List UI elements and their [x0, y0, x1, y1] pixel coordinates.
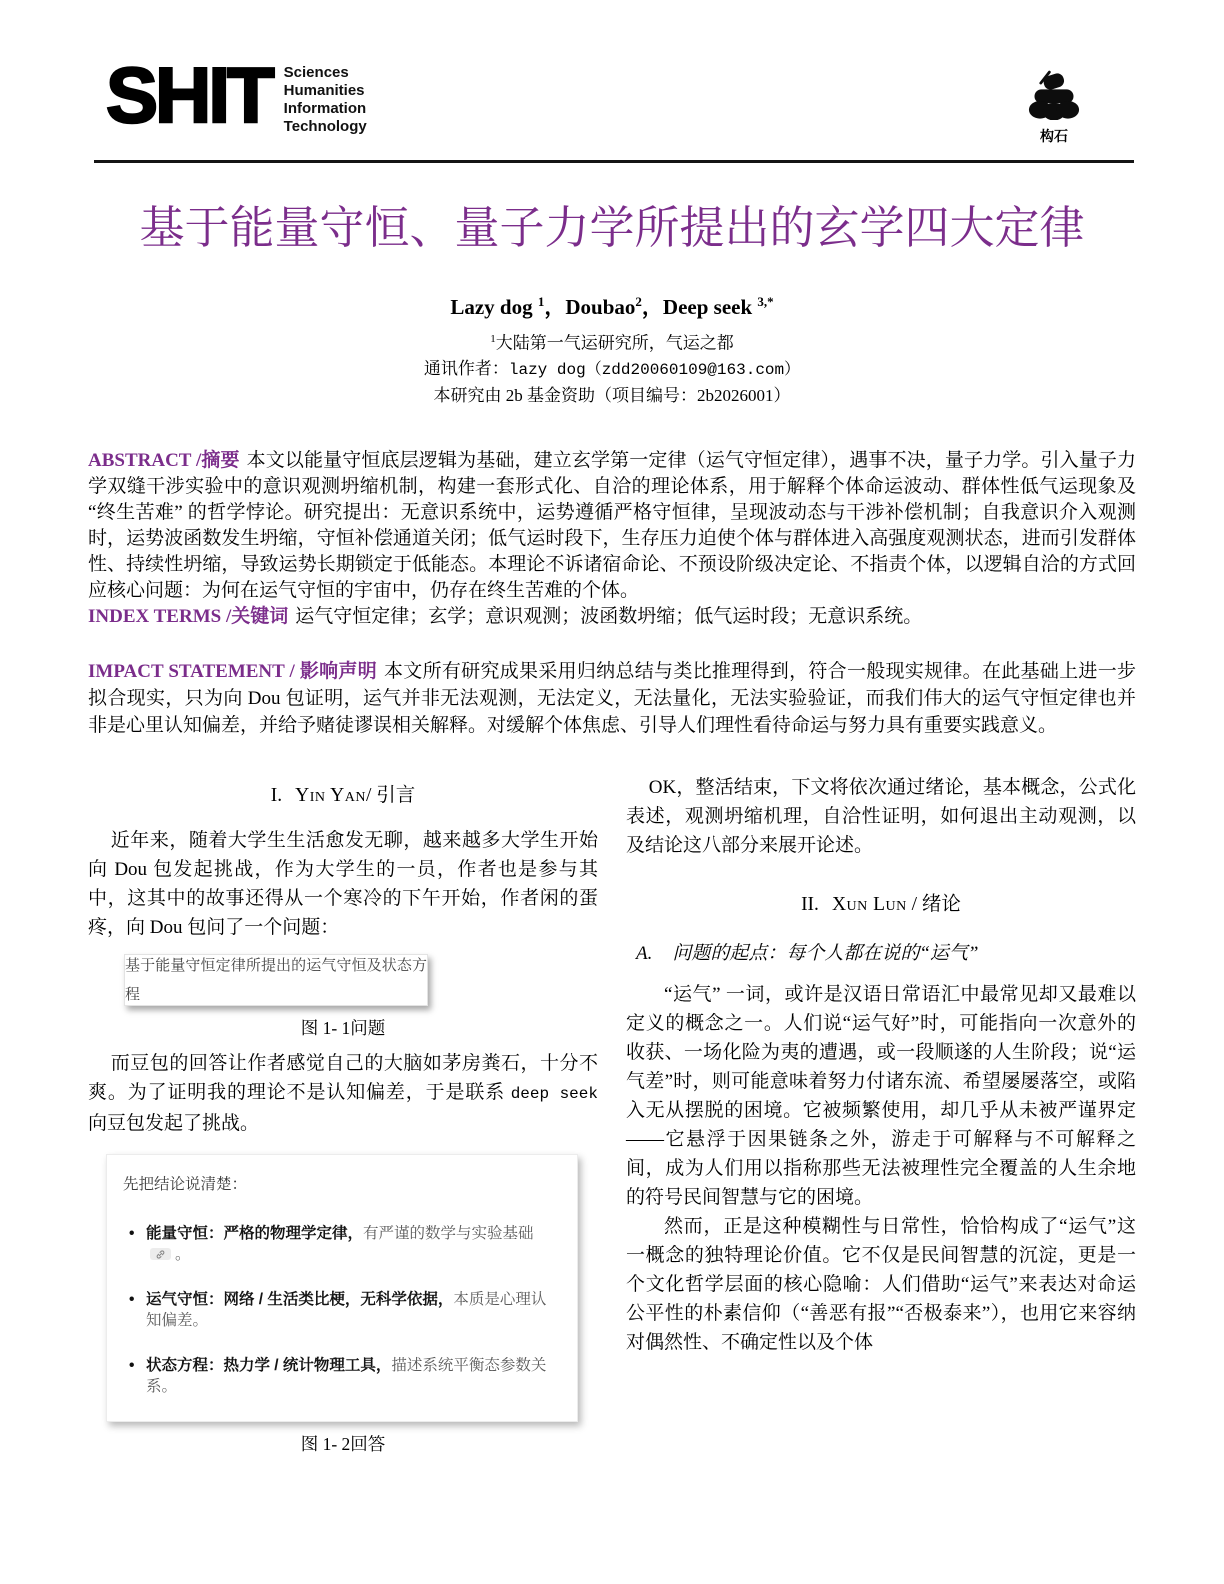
authors-line	[0, 291, 1224, 321]
bullet-normal-text: 本质是心理认知偏差。	[146, 1290, 547, 1329]
journal-logo	[106, 51, 367, 139]
section-title-zh: / 引言	[365, 784, 416, 806]
front-matter	[0, 448, 1224, 739]
two-column-body	[0, 773, 1224, 1465]
section-number: II.	[801, 893, 819, 915]
publisher-label: 构石	[1040, 128, 1068, 144]
author-sup: 1	[537, 294, 545, 309]
correspondence-email: lazy dog（zdd20060109@163.com）	[508, 360, 801, 379]
chat-bullet	[129, 1223, 561, 1265]
publisher-logo	[1024, 68, 1084, 146]
index-terms-paragraph	[88, 604, 1136, 630]
right-column	[626, 773, 1136, 1465]
paragraph: 近年来，随着大学生生活愈发无聊，越来越多大学生开始向 Dou 包发起挑战，作为大学生的一员，作者也是参与其中，这其中的故事还得从一个寒冷的下午开始，作者闲的蛋疼，向 Dou 包问了一个问题：	[88, 829, 598, 938]
chat-question-text: 基于能量守恒定律所提出的运气守恒及状态方程	[125, 956, 427, 1003]
abstract-text: 本文以能量守恒底层逻辑为基础，建立玄学第一定律（运气守恒定律），遇事不决，量子力学。引入量子力学双缝干涉实验中的意识观测坍缩机制，构建一套形式化、自洽的理论体系，用于解释个体命运波动、群体性低气运现象及 “终生苦难” 的哲学悖论。研究提出：无意识系统中，运势遵循严格守恒律，呈现波动态与干涉补偿机制；自我意识介入观测时，运势波函数发生坍缩，守恒补偿通道关闭；低气运时段下，生存压力迫使个体与群体进入高强度观测状态，进而引发群体性、持续性坍缩，导致运势长期锁定于低能态。本理论不诉诸宿命论、不预设阶级决定论、不指责个体，以逻辑自洽的方式回应核心问题：为何在运气守恒的宇宙中，仍存在终生苦难的个体。	[88, 449, 1136, 601]
impact-statement-text: 本文所有研究成果采用归纳总结与类比推理得到，符合一般现实规律。在此基础上进一步拟合现实，只为向 Dou 包证明，运气并非无法观测，无法定义，无法量化，无法实验验证，而我们伟大的运气守恒定律也并非是心里认知偏差，并给予赌徒谬误相关解释。对缓解个体焦虑、引导人们理性看待命运与努力具有重要实践意义。	[88, 660, 1136, 736]
paragraph	[88, 1049, 598, 1138]
journal-acronym: SHIT	[106, 51, 272, 139]
journal-name-line: Technology	[283, 118, 367, 135]
figure-2-chat-screenshot	[106, 1154, 578, 1422]
bullet-bold-text: 状态方程：热力学 / 统计物理工具，	[146, 1356, 392, 1374]
section-title-latin: Yin Yan	[295, 784, 366, 806]
impact-statement-label: IMPACT STATEMENT / 影响声明	[88, 660, 377, 682]
section-title-latin: Xun Lun	[831, 893, 907, 915]
masthead-divider	[94, 160, 1134, 163]
bullet-bold-text: 能量守恒：严格的物理学定律，	[146, 1224, 364, 1242]
index-terms-label: INDEX TERMS /关键词	[88, 605, 289, 627]
correspondence-line	[0, 356, 1224, 383]
figure-2-caption: 图 1- 2回答	[300, 1433, 386, 1454]
journal-name-line: Information	[283, 100, 367, 117]
author-name: ，Deep seek	[641, 295, 758, 319]
author-sup: 3,*	[757, 294, 774, 309]
chat-bullet	[129, 1355, 561, 1397]
section-heading-xulun	[626, 890, 1136, 919]
paragraph-segment: 向豆包发起了挑战。	[88, 1112, 260, 1134]
rock-pile-icon	[1024, 107, 1084, 124]
figure-1-chat-screenshot	[124, 954, 428, 1006]
subsection-heading-a	[626, 939, 1136, 968]
impact-statement-paragraph	[88, 658, 1136, 739]
index-terms-text: 运气守恒定律；玄学；意识观测；波函数坍缩；低气运时段；无意识系统。	[295, 605, 923, 627]
section-title-zh: / 绪论	[906, 893, 961, 915]
bullet-normal-text: 描述系统平衡态参数关系。	[146, 1356, 547, 1395]
affiliation-sup: 1	[490, 333, 496, 345]
affiliation-text: 大陆第一气运研究所，气运之都	[495, 333, 734, 353]
masthead	[0, 0, 1224, 146]
abstract-label: ABSTRACT /摘要	[88, 449, 240, 471]
abstract-paragraph	[88, 448, 1136, 604]
author-name: Lazy dog	[450, 295, 538, 319]
section-number: I.	[270, 784, 283, 806]
bullet-tail-text: 。	[175, 1245, 191, 1263]
affiliation-line	[0, 327, 1224, 356]
author-name: ，Doubao	[544, 295, 636, 319]
paper-title: 基于能量守恒、量子力学所提出的玄学四大定律	[139, 203, 1085, 253]
bullet-bold-text: 运气守恒：网络 / 生活类比梗，无科学依据，	[146, 1290, 454, 1308]
paragraph: “运气” 一词，或许是汉语日常语汇中最常见却又最难以定义的概念之一。人们说“运气好”时，可能指向一次意外的收获、一场化险为夷的遭遇，或一段顺遂的人生阶段；说“运气差”时，则可能意味着努力付诸东流、希望屡屡落空，或陷入无从摆脱的困境。它被频繁使用，却几乎从未被严谨界定——它悬浮于因果链条之外，游走于可解释与不可解释之间，成为人们用以指称那些无法被理性完全覆盖的人生余地的符号民间智慧与它的困境。	[626, 983, 1136, 1208]
journal-name-lines	[284, 56, 367, 136]
link-icon	[150, 1248, 171, 1260]
author-sup: 2	[635, 294, 642, 309]
paragraph-segment-mono: deep seek	[510, 1084, 598, 1103]
paragraph: 然而，正是这种模糊性与日常性，恰恰构成了“运气”这一概念的独特理论价值。它不仅是民间智慧的沉淀，更是一个文化哲学层面的核心隐喻：人们借助“运气”来表达对命运公平性的朴素信仰（“善恶有报”“否极泰来”），也用它来容纳对偶然性、不确定性以及个体	[626, 1215, 1136, 1353]
subsection-title: 问题的起点：每个人都在说的“运气”	[672, 942, 979, 964]
chat-answer-intro: 先把结论说清楚：	[123, 1175, 248, 1193]
subsection-letter: A.	[636, 942, 653, 964]
correspondence-label: 通讯作者：	[423, 358, 509, 378]
journal-name-line: Sciences	[283, 64, 349, 81]
funding-line: 本研究由 2b 基金资助（项目编号：2b2026001）	[433, 385, 791, 405]
bullet-normal-text: 有严谨的数学与实验基础	[363, 1224, 534, 1242]
figure-1-caption: 图 1- 1问题	[300, 1017, 386, 1038]
paragraph-segment: 而豆包的回答让作者感觉自己的大脑如茅房粪石，十分不爽。为了证明我的理论不是认知偏差，于是联系	[88, 1052, 598, 1103]
journal-name-line: Humanities	[283, 82, 365, 99]
chat-bullet	[129, 1289, 561, 1331]
paragraph: OK，整活结束，下文将依次通过绪论，基本概念，公式化表述，观测坍缩机理，自洽性证明，如何退出主动观测，以及结论这八部分来展开论述。	[626, 776, 1136, 856]
chat-answer-bullets	[123, 1223, 561, 1397]
section-heading-intro	[88, 781, 598, 810]
left-column	[88, 773, 598, 1465]
